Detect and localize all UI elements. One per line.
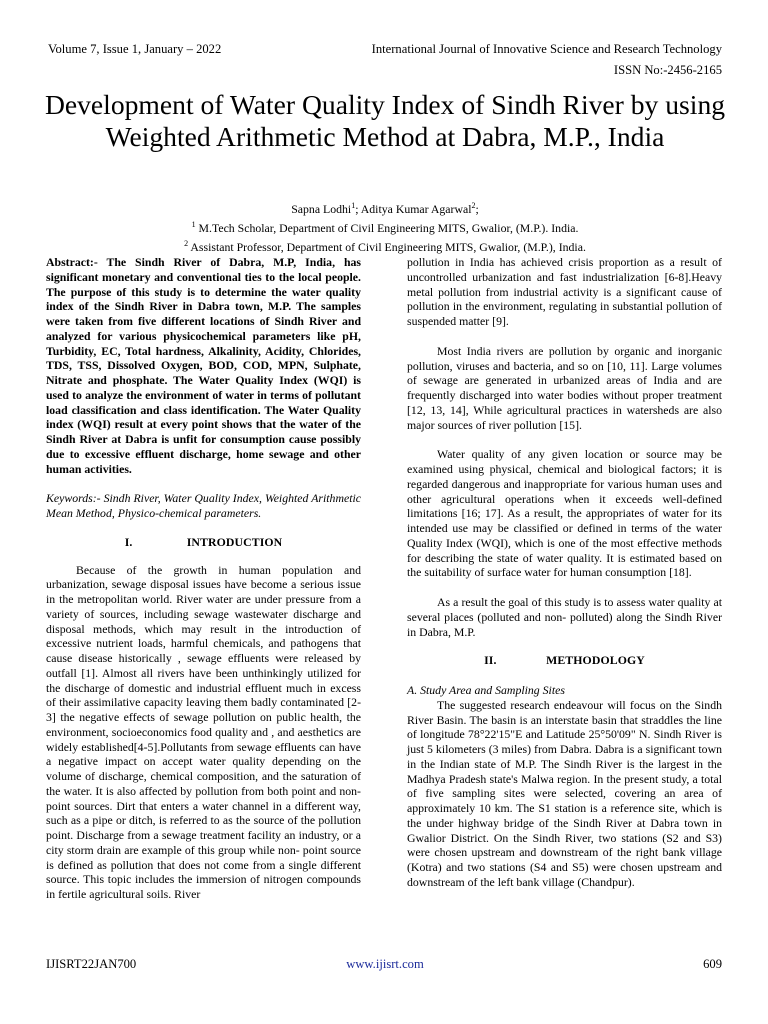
author-separator: ; (355, 201, 361, 216)
author-1-sup: 1 (351, 201, 356, 210)
section-heading-methodology (407, 653, 722, 668)
section-title: INTRODUCTION (186, 534, 283, 549)
intro-paragraph-2: Most India rivers are pollution by organic and inorganic pollution, viruses and bacteria, and so on [10, 11]. Large volumes of sewage are generated in urbanized areas of India and are frequently discharged into water bodies without proper treatment [12, 13, 14], While agricultural practices in watersheds are also major sources of river pollution [15]. (407, 343, 722, 432)
author-2-sup: 2 (471, 201, 476, 210)
footer-page-number: 609 (703, 957, 722, 971)
section-number: II. (484, 653, 497, 668)
intro-paragraph-1: Because of the growth in human population and urbanization, sewage disposal issues have become a serious issue in the metropolitan world. River water are under pressure from a variety of sources, including sewage wastewater discharge and disposal methods, which may result in the introduction of excessive nutrient loads, harmful chemicals, and pathogens that cause disease historically , sewage effluents were released by outfall [1]. Almost all rivers have been unthinkingly utilized for the discharge of domestic and industrial effluent much in excess of their assimilative capacity leaving them badly contaminated [2-3] the negative effects of sewage pollution on public health, the environment, socioeconomics food quality and , and aesthetics are widely established[4-5].Pollutants from sewage effluents can have a negative impact on accept water quality depending on the volume of discharge, chemical composition, and the saturation of the water. It is also affected by pollution from both point and non- point sources. Dirt that enters a water channel in a different way, such as a pipe or ditch, is referred to as the source of the pollution point. Discharge from a sewage treatment facility an industry, or a city storm drain are example of this group while non- point source is defined as pollution that does not come from a single different source. This topic includes the immersion of nitrogen compounds in fertile agricultural soils. River (46, 562, 361, 901)
right-column (407, 255, 722, 890)
section-heading-introduction (46, 535, 361, 550)
affiliation-1-sup: 1 (191, 219, 196, 229)
running-header-volume: Volume 7, Issue 1, January – 2022 (48, 42, 222, 56)
running-header-journal: International Journal of Innovative Science and Research Technology (371, 42, 722, 56)
footer-paper-id: IJISRT22JAN700 (46, 957, 137, 971)
subsection-heading-study-area: A. Study Area and Sampling Sites (407, 683, 565, 697)
author-1-name: Sapna Lodhi (291, 201, 352, 216)
left-column (46, 255, 361, 902)
affiliation-1 (40, 217, 730, 236)
keywords: Keywords:- Sindh River, Water Quality Index, Weighted Arithmetic Mean Method, Physico-chemical parameters. (46, 491, 361, 520)
issn-number: ISSN No:-2456-2165 (613, 63, 722, 77)
affiliation-1-text: M.Tech Scholar, Department of Civil Engineering MITS, Gwalior, (M.P.). India. (195, 220, 579, 235)
intro-paragraph-3: Water quality of any given location or source may be examined using physical, chemical and biological factors; it is regarded dangerous and inappropriate for various human uses and other agricultural operations when it exceeds well-defined limitations [16; 17]. As a result, the appropriates of water for its intended use may be classified or defined in terms of the water Quality Index (WQI), which is one of the most effective methods for describing the state of water quality. It is estimated based on the suitability of surface water for human consumption [18]. (407, 447, 722, 580)
affiliation-2-text: Assistant Professor, Department of Civil Engineering MITS, Gwalior, (M.P.), India. (188, 239, 586, 254)
author-names (40, 198, 730, 217)
affiliation-2-sup: 2 (184, 238, 189, 248)
author-block (40, 198, 730, 255)
author-2-name: Aditya Kumar Agarwal (360, 201, 472, 216)
section-number: I. (124, 534, 133, 549)
methodology-paragraph-1: The suggested research endeavour will focus on the Sindh River Basin. The basin is an interstate basin that straddles the line of longitude 78°22'15"E and Latitude 25°50'09" N. Sindh River is just 5 kilometers (3 miles) from Dabra. Dabra is a significant town in the Indian state of M.P. The Sindh River is the largest in the Madhya Pradesh state's Malwa region. In the present study, a total of five sampling sites were selected, covering an area of approximately 10 km. The S1 station is a reference site, which is the under highway bridge of the Sindh River at Dabra town in Gwalior District. On the Sindh River, two stations (S2 and S3) were chosen upstream and downstream of the right bank village (Kotra) and two stations (S4 and S5) were chosen upstream and downstream of the left bank village (Chandpur). (407, 697, 722, 889)
footer-website-link[interactable]: www.ijisrt.com (346, 957, 424, 971)
intro-paragraph-4: As a result the goal of this study is to assess water quality at several places (polluted and non- polluted) along the Sindh River in Dabra, M.P. (407, 595, 722, 639)
paper-title: Development of Water Quality Index of Sindh River by using Weighted Arithmetic Method at Dabra, M.P., India (44, 89, 726, 152)
intro-paragraph-1-continued: pollution in India has achieved crisis proportion as a result of uncontrolled urbanization and fast industrialization [6-8].Heavy metal pollution from industrial activity is a significant cause of pollution in the environment, regulating in substantial pollution of suspended matter [9]. (407, 255, 722, 328)
affiliation-2 (40, 236, 730, 255)
abstract: Abstract:- The Sindh River of Dabra, M.P, India, has significant monetary and conventional ties to the local people. The purpose of this study is to determine the water quality index of the Sindh River in Dabra town, M.P. The samples were taken from five different locations of Sindh River and analyzed for various physicochemical parameters like pH, Turbidity, EC, Total hardness, Alkalinity, Acidity, Chlorides, TDS, TSS, Dissolved Oxygen, BOD, COD, MPN, Sulphate, Nitrate and phosphate. The Water Quality Index (WQI) is used to analyze the environment of water in terms of pollutant load classification and class identification. The Water Quality index (WQI) result at every point shows that the water of the Sindh River at Dabra is unfit for consumption cause possibly due to excessive effluent discharge, home sewage and other human activities. (46, 255, 361, 476)
section-title: METHODOLOGY (546, 653, 645, 668)
author-end: ; (475, 201, 479, 216)
